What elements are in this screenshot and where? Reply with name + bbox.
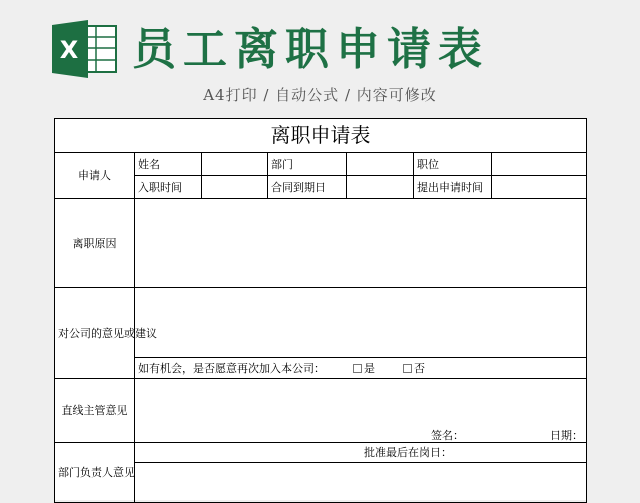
opinion-label: 对公司的意见或建议: [55, 288, 135, 379]
form-title: 离职申请表: [55, 119, 587, 153]
rejoin-question: 如有机会，是否愿意再次加入本公司：: [138, 361, 325, 375]
apply-date-label: 提出申请时间: [414, 176, 492, 199]
poster-subtitle: A4打印 / 自动公式 / 内容可修改: [203, 86, 437, 104]
checkbox-icon[interactable]: [353, 364, 362, 373]
svg-text:X: X: [59, 36, 79, 64]
poster-header: [0, 0, 640, 118]
poster-title: 员工离职申请表: [132, 24, 489, 75]
checkbox-icon[interactable]: [403, 364, 412, 373]
contract-expiry-value-cell[interactable]: [347, 176, 414, 199]
name-value-cell[interactable]: [202, 153, 268, 176]
name-label: 姓名: [135, 153, 202, 176]
last-day-label: 批准最后在岗日：: [364, 446, 452, 459]
dept-head-opinion-cell[interactable]: [135, 463, 587, 503]
form-sheet: [54, 118, 586, 500]
date-label: 日期：: [550, 429, 584, 442]
reason-value-cell[interactable]: [135, 199, 587, 288]
supervisor-opinion-cell[interactable]: [135, 379, 587, 443]
reason-label: 离职原因: [55, 199, 135, 288]
join-date-label: 入职时间: [135, 176, 202, 199]
dept-label: 部门: [268, 153, 347, 176]
position-value-cell[interactable]: [492, 153, 587, 176]
applicant-label: 申请人: [55, 153, 135, 199]
supervisor-label: 直线主管意见: [55, 379, 135, 443]
contract-expiry-label: 合同到期日: [268, 176, 347, 199]
supervisor-signature-line: [431, 429, 583, 442]
last-day-row[interactable]: [135, 443, 587, 463]
yes-option[interactable]: 是: [353, 362, 375, 375]
rejoin-question-row: [135, 358, 587, 379]
opinion-value-cell[interactable]: [135, 288, 587, 358]
dept-value-cell[interactable]: [347, 153, 414, 176]
no-option[interactable]: 否: [403, 362, 425, 375]
position-label: 职位: [414, 153, 492, 176]
resignation-form-table: [54, 118, 587, 503]
join-date-value-cell[interactable]: [202, 176, 268, 199]
excel-icon: [52, 20, 118, 78]
apply-date-value-cell[interactable]: [492, 176, 587, 199]
sign-label: 签名：: [431, 429, 465, 442]
dept-head-label: 部门负责人意见: [55, 443, 135, 503]
